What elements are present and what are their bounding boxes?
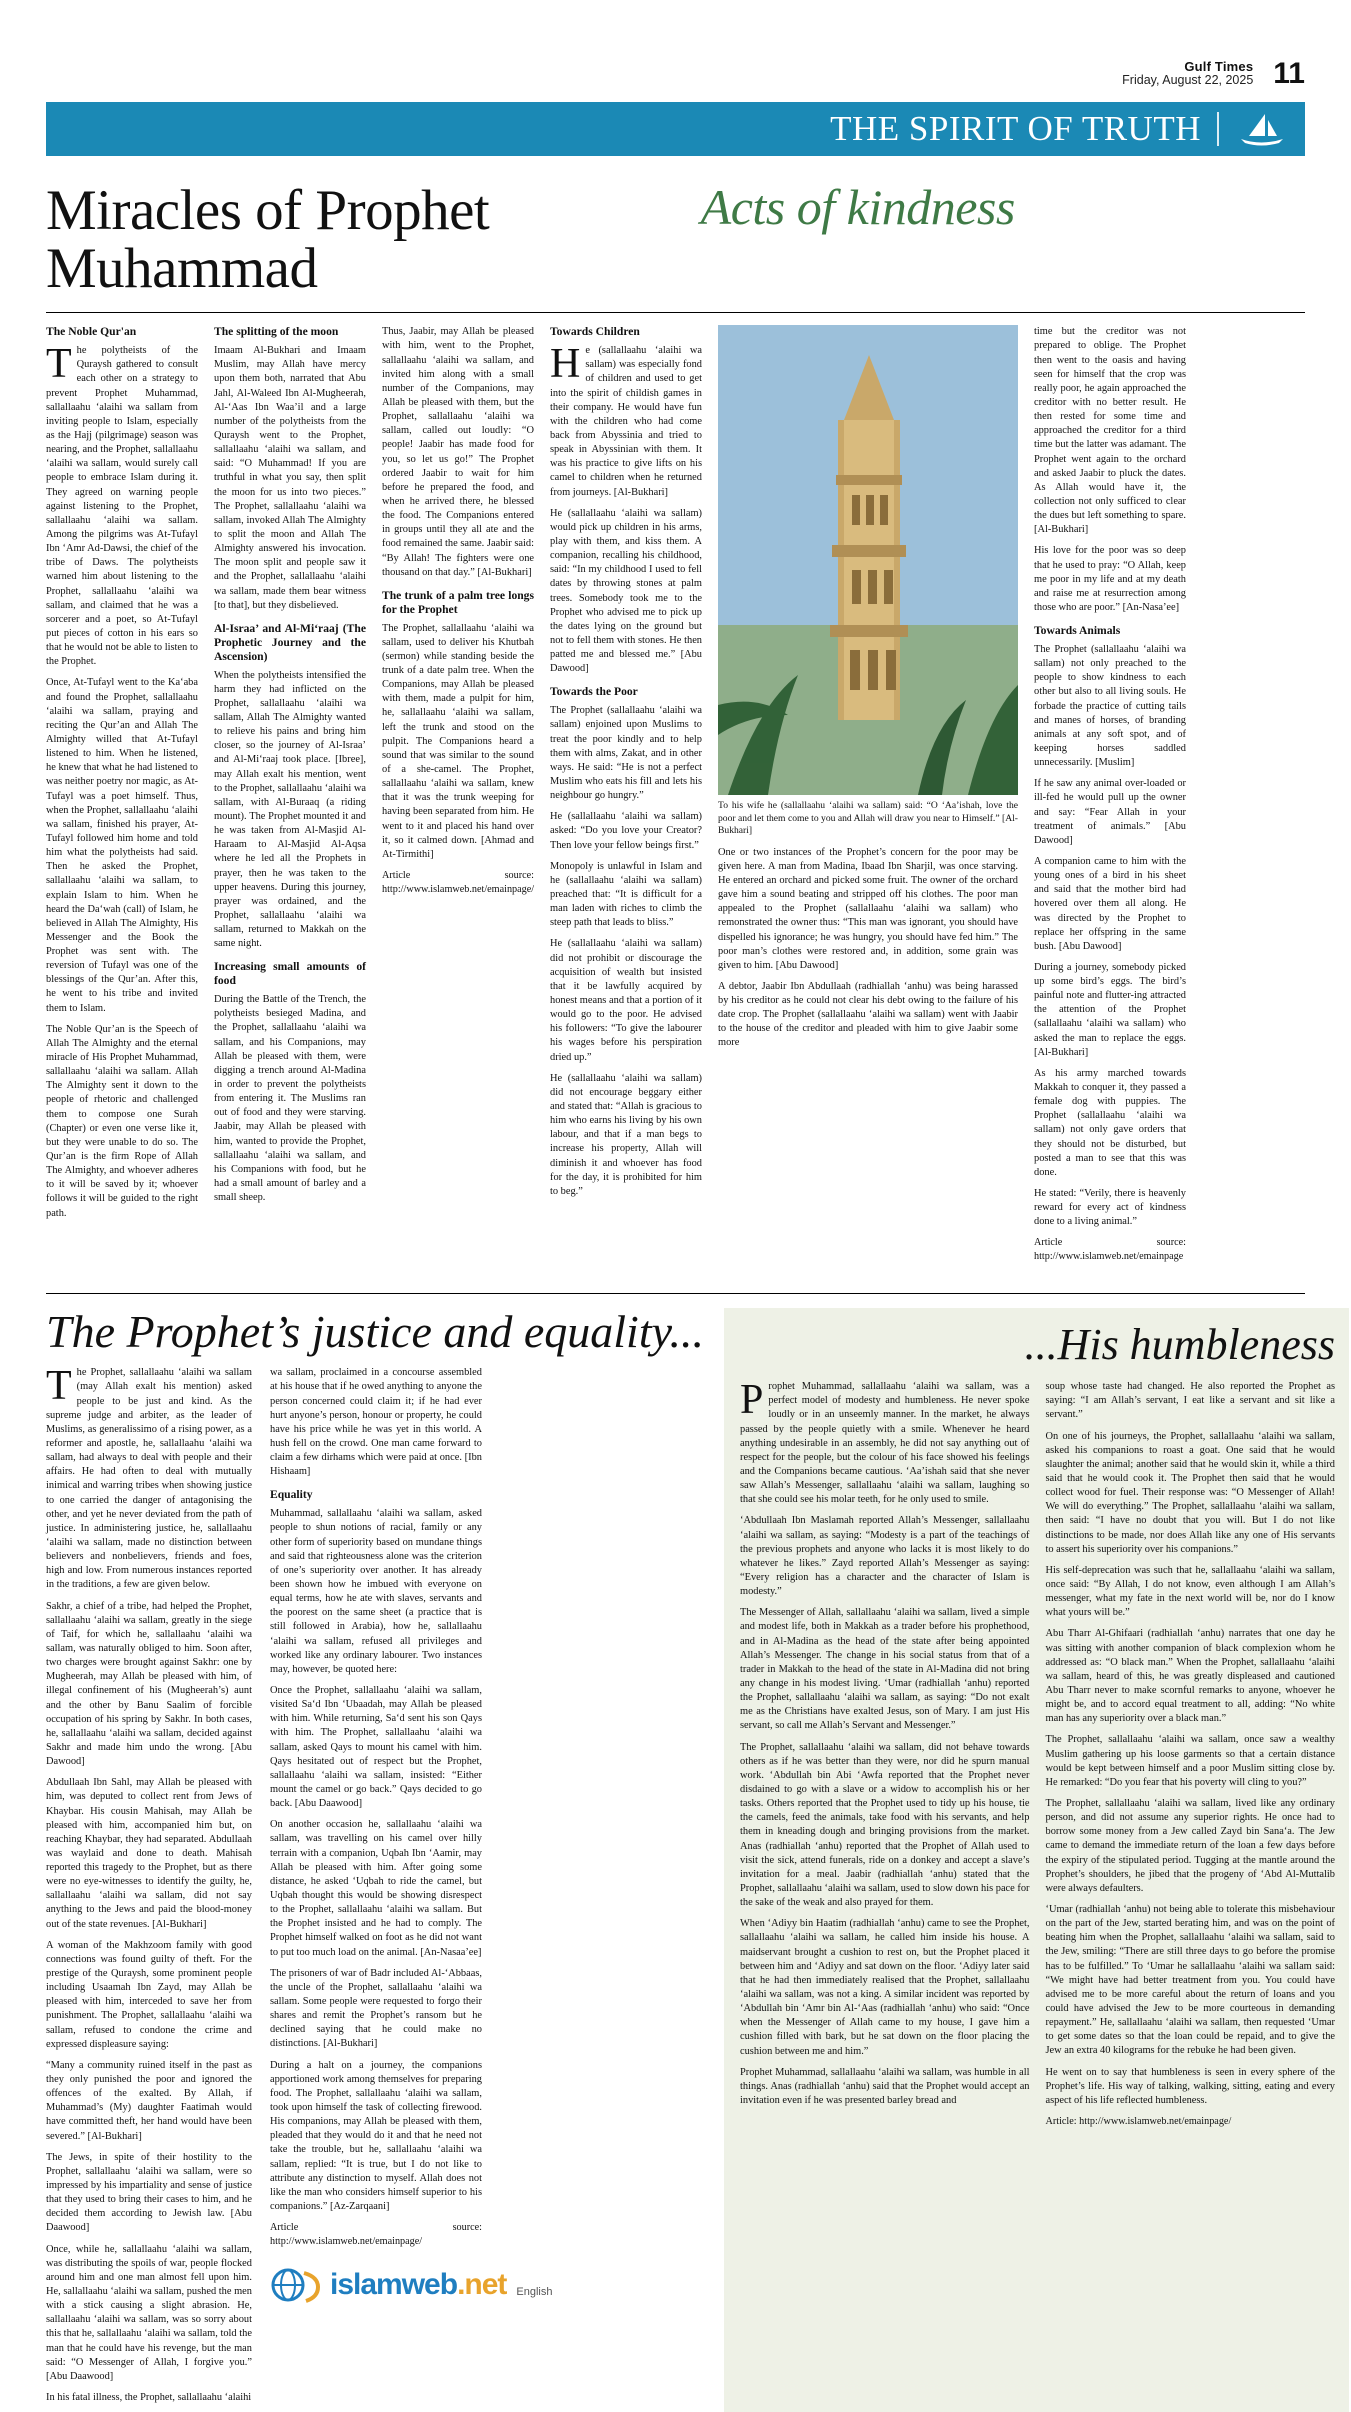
subheading-splitting-moon: The splitting of the moon [214,325,339,339]
page-number: 11 [1273,57,1305,91]
paragraph: He (sallallaahu ‘alaihi wa sallam) did not prohibit or discourage the acquisition of wealth but insisted that it be lawfully acquired by honest means and that a portion of it would go to the poor. He advised his followers: “To give the labourer his wages before his perspiration dried up.” [550,938,702,1063]
paragraph: If he saw any animal over-loaded or ill-fed he would pull up the owner and say: “Fear Allah in your treatment of animals.” [Abu Dawood] [1034,778,1186,846]
lower-article-body [46,1293,1335,2412]
paragraph: He (sallallaahu ‘alaihi wa sallam) did not encourage beggary either and stated that: “Allah is gracious to him who earns his living by his own labour, and that if a man begs to increase his property, Allah will diminish it and whoever has food for the day, it is prohibited for him to beg.” [550,1072,702,1197]
section-title: THE SPIRIT OF TRUTH [830,109,1201,148]
headline-miracles: Miracles of Prophet Muhammad [46,179,490,301]
paragraph: When ‘Adiyy bin Haatim (radhiallah ‘anhu) came to see the Prophet, sallallaahu ‘alaihi wa sallam, he called him inside his house. A maidservant brought a cushion to rest on, but the Prophet placed it between him and ‘Adiyy and sat down on the floor. ‘Adiyy later said that he had then immediately realised that the Prophet, sallallaahu ‘alaihi wa sallam, was not a king. A similar incident was reported by ‘Abdullah bin ‘Amr bin Al-‘Aas (radhiallah ‘anhu) who said: “Once when the Messenger of Allah came to my house, I gave him a cushion filled with bark, but he sat down on the floor placing the cushion between me and him.” [740,1918,1030,2057]
paragraph: The Prophet, sallallaahu ‘alaihi wa sallam, used to deliver his Khutbah (sermon) while standing beside the trunk of a date palm tree. When the Companions, may Allah be pleased with them, made a pulpit for him, he, sallallaahu ‘alaihi wa sallam, left the trunk and stood on the pulpit. The Companions heard a sound that was similar to the sound of a she-camel. The Prophet, sallallaahu ‘alaihi wa sallam, knew that it was the trunk weeping for having been separated from him. He went to it and placed his hand over it, so it calmed down. [Ahmad and At-Tirmithi] [382,622,534,860]
headline-rule [46,312,1305,313]
paragraph: wa sallam, proclaimed in a concourse assembled at his house that if he owed anything to anyone the person concerned could claim it; if he had ever hurt anyone’s person, honour or property, he could have his price while he was yet in this world. A hush fell on the crowd. One man came forward to claim a few dirhams which were paid at once. [Ibn Hishaam] [270,1367,482,1478]
paragraph: On one of his journeys, the Prophet, sallallaahu ‘alaihi wa sallam, asked his companions to roast a goat. One said that he would slaughter the animal; another said that he would skin it, while a third said that he would cook it. The Prophet then said that he would collect wood for fuel. Their response was: “O Messenger of Allah! We will do everything.” The Prophet, sallallaahu ‘alaihi wa sallam, then said: “I have no doubt that you will. But I do not like distinctions to be made, nor does Allah like any one of His servants to assert his superiority over his companions.” [1045,1430,1335,1555]
miracles-column-2 [214,325,366,1271]
paragraph: During the Battle of the Trench, the polytheists besieged Madina, and the Prophet, sallallaahu ‘alaihi wa sallam, and his Companions, may Allah be pleased with them, were digging a trench around Al-Madina in order to prevent the polytheists from entering it. The Muslims ran out of food and they were starving. Jaabir, may Allah be pleased with him, wanted to provide the Prophet, sallallaahu ‘alaihi wa sallam, and his Companions with food, but he had a small amount of barley and a small sheep. [214,994,366,1204]
paragraph: The Noble Qur’an is the Speech of Allah The Almighty and the eternal miracle of His Prophet Muhammad, sallallaahu ‘alaihi wa sallam. Allah The Almighty sent it down to the people of rhetoric and challenged them to compose one Surah (Chapter) or even one verse like it, but they were unable to do so. The Qur’an is the firm Rope of Allah The Almighty, and whoever adheres to it will be saved by it; whoever follows it will be guided to the right path. [46,1023,198,1219]
paragraph: A companion came to him with the young ones of a bird in his sheet and said that the mother bird had hovered over them all along. He was directed by the Prophet to replace her offspring in the same bush. [Abu Dawood] [1034,855,1186,952]
paragraph: He stated: “Verily, there is heavenly reward for every act of kindness done to a living animal.” [1034,1188,1186,1228]
paragraph: He went on to say that humbleness is seen in every sphere of the Prophet’s life. His way of talking, walking, sitting, eating and every aspect of his life reflected humbleness. [1045,2066,1335,2106]
minaret-photo [718,325,1018,795]
subheading-towards-animals: Towards Animals [1034,624,1121,638]
article-source: Article source: http://www.islamweb.net/emainpage/ [382,869,535,895]
dhow-boat-icon [1235,110,1287,148]
kindness-column-3 [1034,325,1186,1271]
headline-justice: The Prophet’s justice and equality... [46,1305,704,1357]
paragraph: As his army marched towards Makkah to conquer it, they passed a female dog with puppies. The Prophet (sallallaahu ‘alaihi wa sallam) not only gave orders that they should not be disturbed, but posted a man to see that this was done. [1034,1067,1186,1178]
paragraph: The Jews, in spite of their hostility to the Prophet, sallallaahu ‘alaihi wa sallam, were so impressed by his impartiality and sense of justice that they used to bring their cases to him, and he decided them according to Jewish law. [Abu Daawood] [46,2151,252,2234]
islamweb-language-label: English [516,2286,553,2299]
justice-column-3 [500,1366,706,2412]
subheading-increasing-food: Increasing small amounts of food [214,960,366,988]
paragraph: Imaam Al-Bukhari and Imaam Muslim, may Allah have mercy upon them both, narrated that Abu Jahl, Al-Waleed Ibn Al-Mugheerah, Al-‘Aas Ibn Waa’il and a large number of the polytheists from the Quraysh went to the Prophet, sallallaahu ‘alaihi wa sallam, and said: “O Muhammad! If you are truthful in what you say, then split the moon for us into two pieces.” The Prophet, sallallaahu ‘alaihi wa sallam, invoked Allah The Almighty to split the moon and Allah The Almighty answered his invocation. The moon split and people saw it and the Prophet, sallallaahu ‘alaihi wa sallam, made them bear witness [to that], but they disbelieved. [214,345,366,611]
top-headlines [46,179,1305,301]
paragraph: Abdullaah Ibn Sahl, may Allah be pleased with him, was deputed to collect rent from Jews of Khaybar. His cousin Mahisah, may Allah be pleased with him, accompanied him but, on reaching Khaybar, they had separated. Abdullaah was waylaid and done to death. Mahisah reported this tragedy to the Prophet, but as there were no eye-witnesses to identify the guilty, he, sallallaahu ‘alaihi wa sallam, did not say anything to the Jews and paid the blood-money out of the state revenues. [Al-Bukhari] [46,1777,252,1930]
miracles-column-1 [46,325,198,1271]
subheading-equality: Equality [270,1488,313,1502]
paragraph: His self-deprecation was such that he, sallallaahu ‘alaihi wa sallam, once said: “By Allah, I do not know, even although I am Allah’s messenger, what my fate in the next world will be, nor do I know what yours will be.” [1045,1564,1335,1619]
subheading-palm-trunk: The trunk of a palm tree longs for the Prophet [382,588,534,616]
paragraph: When the polytheists intensified the harm they had inflicted on the Prophet, sallallaahu ‘alaihi wa sallam, Allah The Almighty wanted to relieve his pains and bring him closer, so the journey of Al-Israa’ and Al-Mi‘raaj took place. [Ibree], may Allah exalt his mention, went to the Prophet, sallallaahu ‘alaihi wa sallam, with Al-Buraaq (a riding mount). The Prophet mounted it and he was taken from Al-Masjid Al-Haraam to Al-Masjid Al-Aqsa where he led all the Prophets in prayer, then he was taken to the upper heavens. During this journey, prayer was ordained, and the Prophet, sallallaahu ‘alaihi wa sallam, returned to Makkah on the same night. [214,669,366,950]
islamweb-globe-icon [270,2265,322,2305]
photo-caption: To his wife he (sallallaahu ‘alaihi wa sallam) said: “O ‘Aa’ishah, love the poor and let them come to you and Allah will draw you near to Himself.” [Al-Bukhari] [718,800,1018,837]
article-source: Article source: http://www.islamweb.net/emainpage/ [270,2222,482,2247]
paragraph: The Prophet (sallallaahu ‘alaihi wa sallam) enjoined upon Muslims to treat the poor kindly and to help them with alms, Zakat, and in other ways. He said: “He is not a perfect Muslim who eats his fill and lets his neighbour go hungry.” [550,705,702,802]
paragraph: Prophet Muhammad, sallallaahu ‘alaihi wa sallam, was humble in all things. Anas (radhiallah ‘anhu) said that the Prophet would accept an invitation even if he was presented barley bread and [740,2066,1030,2106]
islamweb-logo[interactable] [270,2265,553,2306]
subheading-towards-children: Towards Children [550,325,640,339]
paragraph: He (sallallaahu ‘alaihi wa sallam) would pick up children in his arms, play with them, and kiss them. A companion, recalling his childhood, said: “In my childhood I used to fell dates by throwing stones at palm trees. Somebody took me to the Prophet who advised me to pick up the dates lying on the ground but not to fell them with stones. He then patted me and blessed me.” [Abu Dawood] [550,507,702,675]
paragraph: ‘Umar (radhiallah ‘anhu) not being able to tolerate this misbehaviour on the part of the Jew, started berating him, and was on the point of beating him when the Prophet, sallallaahu ‘alaihi wa sallam, said to the Jew, smiling: “There are still three days to go before the promise has to be fulfilled.” To ‘Umar he sallallaahu ‘alaihi wa sallam said: “We might have had better treatment from you. You could have advised me to be more careful about the return of loans and you could have advised the Jew to be more courteous in demanding repayment.” He, sallallaahu ‘alaihi wa sallam, then requested ‘Umar to get some dates so that the loan could be repaid, and to give the Jew an extra 40 kilograms for the rebuke he had been given. [1045,1903,1335,2057]
paragraph: The Prophet, sallallaahu ‘alaihi wa sallam, once saw a wealthy Muslim gathering up his loose garments so that a certain distance would be kept between himself and a poor Muslim sitting close by. He remarked: “Do you fear that his poverty will cling to you?” [1045,1734,1335,1788]
islamweb-wordmark: islamweb.net [330,2267,507,2301]
headline-humbleness: ...His humbleness [1024,1319,1335,1369]
paragraph: Once the Prophet, sallallaahu ‘alaihi wa sallam, visited Sa‘d Ibn ‘Ubaadah, may Allah be pleased with him. While returning, Sa‘d sent his son Qays with him. The Prophet, sallallaahu ‘alaihi wa sallam, asked Qays to mount his camel with him. Qays hesitated out of respect but the Prophet, sallallaahu ‘alaihi wa sallam, insisted: “Either mount the camel or go back.” Qays decided to go back. [Abu Daawood] [270,1685,482,1810]
subheading-isra-miraj: Al-Israa’ and Al-Mi‘raaj (The Prophetic Journey and the Ascension) [214,621,366,663]
publication-date: Friday, August 22, 2025 [1122,73,1254,88]
paragraph: Once, At-Tufayl went to the Ka‘aba and found the Prophet, sallallaahu ‘alaihi wa sallam, praying and reciting the Qur’an and Allah The Almighty willed that At-Tufayl listened to him. When he listened, he knew that what he had listened to was neither poetry nor magic, as At-Tufayl was a poet himself. Thus, when the Prophet, sallallaahu ‘alaihi wa sallam, finished his prayer, At-Tufayl followed him home and told him what the polytheists had said. Then he asked the Prophet, sallallaahu ‘alaihi wa sallam, to explain Islam to him. When he heard the Da‘wah (call) of Islam, he believed in Allah The Almighty, His Messenger and the Book the Prophet was sent with. The reversion of Tufayl was one of the blessings of the Qur’an. After this, he went to his tribe and invited them to Islam. [46,677,198,1014]
paragraph: soup whose taste had changed. He also reported the Prophet as saying: “I am Allah’s servant, I eat like a servant and sit like a servant.” [1045,1381,1335,1421]
subheading-noble-quran: The Noble Qur'an [46,325,137,339]
humbleness-article [724,1308,1349,2412]
paragraph: Abu Tharr Al-Ghifaari (radhiallah ‘anhu) narrates that one day he was sitting with another companion of black complexion whom he addressed as: “O black man.” When the Prophet, sallallaahu ‘alaihi wa sallam, heard of this, he was greatly displeased and cautioned Abu Tharr never to make scornful remarks to anyone, whoever he might be, and to accord equal treatment to all, adding: “No white man has any superiority over a black man.” [1045,1628,1335,1725]
subheading-towards-poor: Towards the Poor [550,685,638,699]
paragraph: He (sallallaahu ‘alaihi wa sallam) was especially fond of children and used to get into the spirit of childish games in their company. He would have fun with the children who had come back from Abyssinia and tried to speak in Abyssinian with them. It was his practice to give lifts on his camel to children when he returned from journeys. [Al-Bukhari] [550,341,702,498]
masthead [46,0,1305,91]
paragraph: He (sallallaahu ‘alaihi wa sallam) asked: “Do you love your Creator? Then love your fellow beings first.” [550,811,702,851]
paragraph: The Prophet, sallallaahu ‘alaihi wa sallam (may Allah exalt his mention) asked people to be just and kind. As the supreme judge and arbiter, as the leader of Muslims, as generalissimo of a rising power, as a reformer and apostle, he, sallallaahu ‘alaihi wa sallam, had always to deal with people and their affairs. He had often to deal with mutually inimical and warring tribes when showing justice to one carried the danger of antagonising the other, and yet he never deviated from the path of justice. In administering justice, he, sallallaahu ‘alaihi wa sallam, made no distinction between believers and nonbelievers, friends and foes, high and low. From numerous instances reported in the traditions, a few are given below. [46,1363,252,1591]
paragraph: Prophet Muhammad, sallallaahu ‘alaihi wa sallam, was a perfect model of modesty and humbleness. He never spoke loudly or in an unseemly manner. In the market, he always passed by the people quietly with a smile. Whenever he heard anything undesirable in an assembly, he did not say anything out of respect for the people, but the colour of his face showed his feelings and the Companions became cautious. ‘Aa’ishah said that she never saw Allah’s Messenger, sallallaahu ‘alaihi wa sallam, laughing so that she could see his molar teeth, for he only used to smile. [740,1377,1030,1506]
paragraph: Monopoly is unlawful in Islam and he (sallallaahu ‘alaihi wa sallam) preached that: “It is difficult for a man laden with riches to climb the steep path that leads to bliss.” [550,860,702,929]
paragraph: The polytheists of the Quraysh gathered to consult each other on a strategy to prevent Prophet Muhammad, sallallaahu ‘alaihi wa sallam from inviting people to Islam, especially as the Hajj (pilgrimage) season was nearing, and the Prophet, sallallaahu ‘alaihi wa sallam, would surely call people to embrace Islam during it. They agreed on warning people against listening to the Prophet, sallallaahu ‘alaihi wa sallam. Among the pilgrims was At-Tufayl Ibn ‘Amr Ad-Dawsi, the chief of the tribe of Daws. The polytheists warned him about listening to the Prophet, sallallaahu ‘alaihi wa sallam, and claimed that he was a sorcerer and a poet, so At-Tufayl put pieces of cotton in his ears so that he would not be able to listen to the Prophet. [46,341,198,668]
kindness-column-1 [550,325,702,1271]
paragraph: In his fatal illness, the Prophet, sallallaahu ‘alaihi [46,2391,252,2403]
photo-column [718,325,1018,1271]
justice-column-1 [46,1363,252,2412]
paragraph: His love for the poor was so deep that he used to pray: “O Allah, keep me poor in my life and at my death and raise me at resurrection among those who are poor.” [An-Nasa’ee] [1034,545,1186,613]
paragraph: During a halt on a journey, the companions apportioned work among themselves for preparing food. The Prophet, sallallaahu ‘alaihi wa sallam, took upon himself the task of collecting firewood. His companions, may Allah be pleased with them, pleaded that they would do it and that he need not take the trouble, but he, sallallaahu ‘alaihi wa sallam, replied: “It is true, but I do not like to attribute any distinction to myself. Allah does not like the man who considers himself superior to his companions.” [Az-Zarqaani] [270,2059,482,2212]
miracles-column-3 [382,325,534,1271]
humbleness-column-2 [1046,1380,1336,2136]
paragraph: The prisoners of war of Badr included Al-‘Abbaas, the uncle of the Prophet, sallallaahu ‘alaihi wa sallam. Some people were requested to forgo their shares and remit the Prophet’s ransom but he declined saying that he could make no distinctions. [Al-Bukhari] [270,1967,482,2050]
paragraph: Muhammad, sallallaahu ‘alaihi wa sallam, asked people to shun notions of racial, family or any other form of superiority based on mundane things and said that righteousness alone was the criterion of one’s superiority over another. It has already been shown how he imbued with everyone on equal terms, how he ate with slaves, servants and the poorest on the same sheet (a practice that is still followed in Arabia), how he, sallallaahu ‘alaihi wa sallam, refused all privileges and worked like any ordinary labourer. Two instances may, however, be quoted here: [270,1508,482,1675]
paragraph: On another occasion he, sallallaahu ‘alaihi wa sallam, was travelling on his camel over hilly terrain with a companion, Uqbah Ibn ‘Aamir, may Allah be pleased with him. After going some distance, he asked ‘Uqbah to ride the camel, but Uqbah thought this would be showing disrespect to the Prophet, sallallaahu ‘alaihi wa sallam. But the Prophet insisted and he had to comply. The Prophet himself walked on foot as he did not want to put too much load on the animal. [An-Nasaa’ee] [270,1819,482,1958]
humbleness-column-1 [740,1377,1030,2136]
paragraph: “Many a community ruined itself in the past as they only punished the poor and ignored the offences of the exalted. By Allah, if Muhammad’s (My) daughter Faatimah would have committed theft, her hand would have been severed.” [Al-Bukhari] [46,2059,252,2142]
paragraph: The Messenger of Allah, sallallaahu ‘alaihi wa sallam, lived a simple and modest life, both in Makkah as a trader before his prophethood, and in Al-Madina as the head of the state after being appointed Allah’s Messenger. The change in his social status from that of a trader in Makkah to the head of the state in Al-Madina did not bring any change in his modest living. ‘Umar (radhiallah ‘anhu) reported the Prophet, sallallaahu ‘alaihi wa sallam, as saying: “Do not exalt me as the Christians have exalted Jesus, son of Mary. I am just His servant, so call me Allah’s Servant and Messenger.” [740,1607,1030,1732]
article-source: Article: http://www.islamweb.net/emainpage/ [1045,2115,1232,2127]
paragraph: The Prophet, sallallaahu ‘alaihi wa sallam, lived like any ordinary person, and did not assume any superior rights. He once had to borrow some money from a Jew called Zayd bin Sana‘a. The Jew came to demand the immediate return of the loan a few days before the expiry of the stipulated period. Tugging at the mantle around the Prophet’s shoulders, he jibed that the progeny of ‘Abd Al-Muttalib were always defaulters. [1045,1797,1335,1894]
paragraph: The Prophet (sallallaahu ‘alaihi wa sallam) not only preached to the people to show kindness to each other but also to all living souls. He forbade the practice of cutting tails and manes of horses, of branding animals at any soft spot, and of keeping horses saddled unnecessarily. [Muslim] [1034,643,1186,769]
paragraph: The Prophet, sallallaahu ‘alaihi wa sallam, did not behave towards others as if he was better than they were, nor did he spurn manual work. ‘Abdullah bin Abi ‘Awfa reported that the Prophet never disdained to go with a slave or a widow to accomplish his or her tasks. Others reported that the Prophet used to tidy up his house, tie the camels, feed the animals, take food with his servants, and help them in kneading dough and bringing provisions from the market. Anas (radhiallah ‘anhu) reported that the Prophet of Allah used to visit the sick, attend funerals, ride on a donkey and accept a slave’s invitation for a meal. Jaabir (radhiallah ‘anhu) stated that the Prophet, sallallaahu ‘alaihi wa sallam, used to slow down his pace for the sake of the weak and also prayed for them. [740,1741,1030,1909]
paragraph: Once, while he, sallallaahu ‘alaihi wa sallam, was distributing the spoils of war, people flocked around him and one man almost fell upon him. He, sallallaahu ‘alaihi wa sallam, pushed the men with a stick causing a slight abrasion. He, sallallaahu ‘alaihi wa sallam, was so sorry about this that he, sallallaahu ‘alaihi wa sallam, told the man that he could have his revenge, but the man said: “O Messenger of Allah, I forgive you.” [Abu Daawood] [46,2243,252,2382]
paragraph: A debtor, Jaabir Ibn Abdullaah (radhiallah ‘anhu) was being harassed by his creditor as he could not clear his debt owing to the failure of his date crop. The Prophet (sallallaahu ‘alaihi wa sallam) went with Jaabir to the house of the creditor and pleaded with him to give Jaabir some more [718,980,1018,1049]
paper-name: Gulf Times [1184,59,1254,75]
banner-divider [1217,112,1219,146]
justice-column-2 [270,1366,553,2412]
article-source: Article source: http://www.islamweb.net/emainpage [1034,1237,1186,1263]
upper-article-body [46,325,1305,1271]
section-banner [46,102,1305,156]
paragraph: ‘Abdullaah Ibn Maslamah reported Allah’s Messenger, sallallaahu ‘alaihi wa sallam, as saying: “Modesty is a part of the teachings of the previous prophets and anyone who lacks it is most likely to do whatever he likes.” Zayd reported Allah’s Messenger as saying: “Every religion has a character and the character of Islam is modesty.” [740,1515,1030,1598]
paragraph: During a journey, somebody picked up some bird’s eggs. The bird’s painful note and flutter-ing attracted the attention of the Prophet (sallallaahu ‘alaihi wa sallam) who asked the man to replace the eggs. [Al-Bukhari] [1034,961,1186,1058]
justice-article [46,1305,724,2412]
paragraph: Sakhr, a chief of a tribe, had helped the Prophet, sallallaahu ‘alaihi wa sallam, greatly in the siege of Taif, for which he, sallallaahu ‘alaihi wa sallam, was naturally obliged to him. Soon after, two charges were brought against Sakhr: one by Mugheerah, may Allah be pleased with him, of illegal confinement of his (Mugheerah’s) aunt and the other by Banu Saalim of forcible occupation of his spring by Sakhr. In both cases, he, sallallaahu ‘alaihi wa sallam, decided against Sakhr and made him undo the wrong. [Abu Dawood] [46,1600,252,1768]
paragraph: Thus, Jaabir, may Allah be pleased with him, went to the Prophet, sallallaahu ‘alaihi wa sallam, and invited him along with a small number of the Companions, may Allah be pleased with them, but the Prophet, sallallaahu ‘alaihi wa sallam, called out loudly: “O people! Jaabir has made food for you, so let us go!” The Prophet ordered Jaabir to wait for him before he prepared the food, and when he arrived there, he blessed the food. The Companions entered in groups until they all ate and the food remained the same. Jaabir said: “By Allah! The fighters were one thousand on that day.” [Al-Bukhari] [382,326,534,578]
paragraph: One or two instances of the Prophet’s concern for the poor may be given here. A man from Madina, Ibaad Ibn Sharjil, was once starving. He entered an orchard and picked some fruit. The owner of the orchard gave him a sound beating and stripped off his clothes. The poor man appealed to the Prophet (sallallaahu ‘alaihi wa sallam) who remonstrated the owner thus: “This man was ignorant, you should have dispelled his ignorance; he was hungry, you should have fed him.” The poor man’s clothes were restored and, in addition, some grain was given to him. [Abu Dawood] [718,846,1018,971]
paragraph: time but the creditor was not prepared to oblige. The Prophet then went to the oasis and having seen for himself that the crop was really poor, he again approached the creditor with no better result. He then rested for some time and approached the creditor for a third time but the latter was adamant. The Prophet went again to the orchard and asked Jaabir to pluck the dates. As Allah would have it, the collection not only sufficed to clear the dues but left something to spare. [Al-Bukhari] [1034,326,1186,536]
paragraph: A woman of the Makhzoom family with good connections was found guilty of theft. For the prestige of the Quraysh, some prominent people including Usaamah Ibn Zayd, may Allah be pleased with him, interceded to save her from punishment. The Prophet, sallallaahu ‘alaihi wa sallam, refused to condone the crime and expressed displeasure saying: [46,1939,252,2050]
headline-kindness: Acts of kindness [700,179,1015,235]
